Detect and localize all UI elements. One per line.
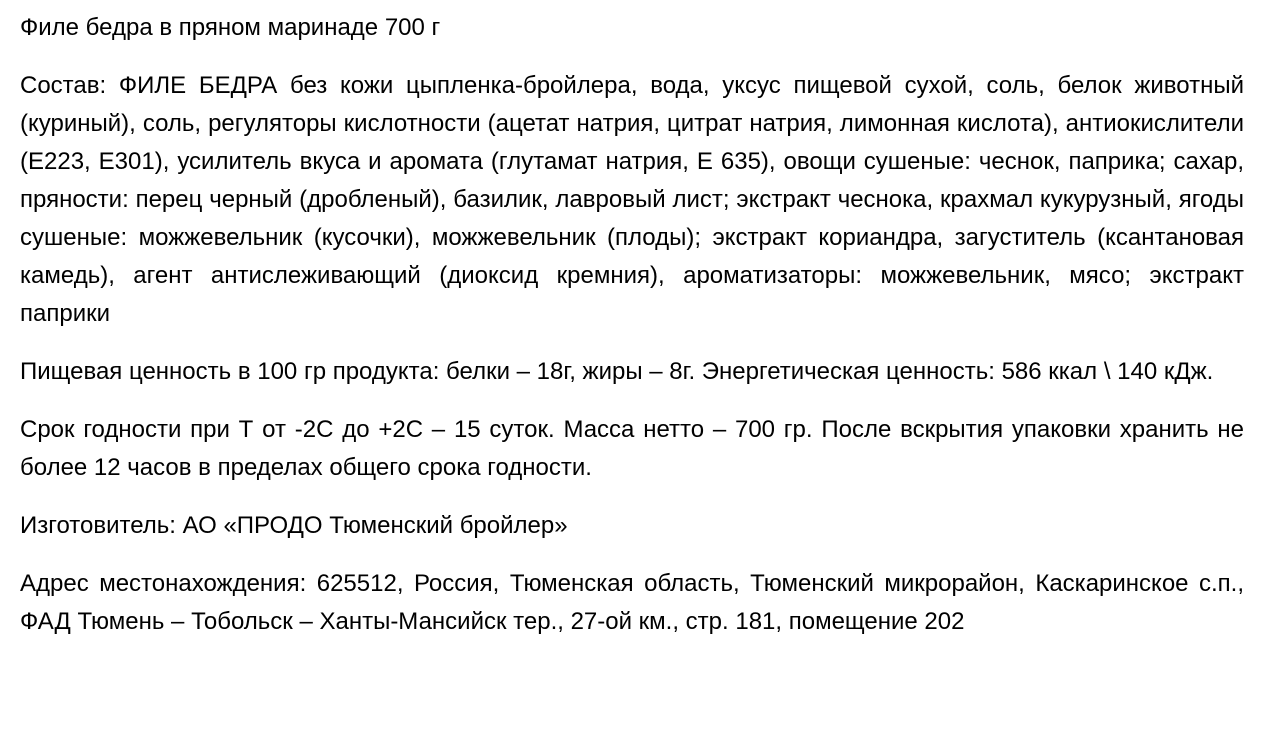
product-title: Филе бедра в пряном маринаде 700 г bbox=[20, 14, 441, 41]
address-paragraph: Адрес местонахождения: 625512, Россия, Тюменская область, Тюменский микрорайон, Каскаринское с.п., ФАД Тюмень – Тобольск – Ханты-Мансийск тер., 27-ой км., стр. 181, помещение 202 bbox=[20, 570, 1244, 635]
composition-paragraph: Состав: ФИЛЕ БЕДРА без кожи цыпленка-бройлера, вода, уксус пищевой сухой, соль, белок животный (куриный), соль, регуляторы кислотности (ацетат натрия, цитрат натрия, лимонная кислота), антиокислители (Е223, Е301), усилитель вкуса и аромата (глутамат натрия, Е 635), овощи сушеные: чеснок, паприка; сахар, пряности: перец черный (дробленый), базилик, лавровый лист; экстракт чеснока, крахмал кукурузный, ягоды сушеные: можжевельник (кусочки), можжевельник (плоды); экстракт кориандра, загуститель (ксантановая камедь), агент антислеживающий (диоксид кремния), ароматизаторы: можжевельник, мясо; экстракт паприки bbox=[20, 72, 1244, 327]
nutrition-paragraph: Пищевая ценность в 100 гр продукта: белки – 18г, жиры – 8г. Энергетическая ценность: 586 ккал \ 140 кДж. bbox=[20, 358, 1214, 385]
shelf-life-paragraph: Срок годности при Т от -2С до +2С – 15 суток. Масса нетто – 700 гр. После вскрытия упаковки хранить не более 12 часов в пределах общего срока годности. bbox=[20, 416, 1244, 481]
product-label-document bbox=[20, 9, 1244, 661]
manufacturer-paragraph: Изготовитель: АО «ПРОДО Тюменский бройлер» bbox=[20, 512, 568, 539]
